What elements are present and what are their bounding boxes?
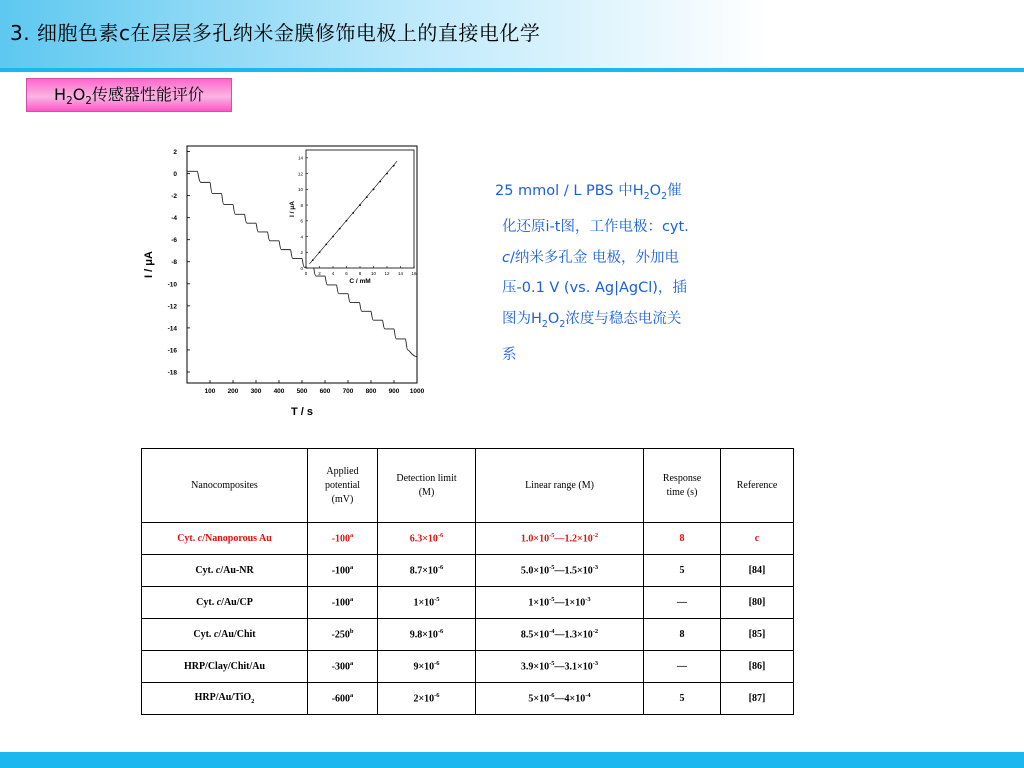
det-e: -6 (437, 628, 444, 636)
cell-reference: c (721, 523, 794, 555)
cell-linear-range (476, 555, 644, 587)
caption-line-6: 系 (502, 347, 517, 364)
cell-reference: [84] (721, 555, 794, 587)
y-tick-label: -12 (167, 303, 177, 311)
inset-x-tick-label: 16 (411, 271, 417, 276)
pot: -100 (331, 533, 351, 545)
inset-x-tick-label: 4 (331, 271, 335, 276)
lin-e2: -2 (592, 532, 599, 540)
header-applied-2: potential (325, 479, 360, 491)
cell-potential (308, 523, 378, 555)
table-row (142, 619, 794, 651)
table-header-row (142, 449, 794, 523)
cell-linear-range (476, 651, 644, 683)
lin-e2: -3 (592, 564, 599, 572)
x-tick-label: 500 (296, 388, 308, 395)
pot: -600 (331, 693, 351, 705)
name-a: Cyt. (196, 597, 217, 608)
inset-y-tick-label: 2 (300, 250, 303, 256)
badge-o: O (72, 85, 86, 104)
inset-data-point (359, 204, 361, 206)
pot: -100 (331, 565, 351, 577)
x-tick-label: 800 (365, 388, 377, 395)
cell-potential (308, 555, 378, 587)
lin-e1: -6 (549, 692, 555, 700)
inset-data-point (373, 188, 375, 190)
header-resp-2: time (s) (666, 486, 698, 498)
header-applied-3: (mV) (331, 493, 354, 505)
table-row (142, 523, 794, 555)
y-tick-label: -2 (171, 193, 177, 201)
cell-linear-range (476, 619, 644, 651)
header-resp-1: Response (662, 472, 702, 484)
det-a: 9×10 (413, 661, 435, 673)
cell-response-time: 8 (644, 523, 721, 555)
cell-potential (308, 619, 378, 651)
table-row (142, 651, 794, 683)
cell-response-time: 5 (644, 683, 721, 715)
inset-data-point (319, 251, 321, 253)
caption-line-5 (495, 304, 725, 340)
inset-data-point (366, 196, 368, 198)
name-a: HRP/Clay/Chit/Au (183, 661, 266, 672)
header-applied-potential (308, 449, 378, 523)
inset-data-point (393, 165, 395, 167)
badge-h: H (54, 85, 67, 104)
lin-e1: -5 (549, 596, 555, 604)
inset-x-tick-label: 8 (358, 271, 362, 276)
caption-line-1 (495, 176, 725, 212)
inset-data-point (386, 173, 388, 175)
cell-reference: [80] (721, 587, 794, 619)
lin-b: —1.5×10 (554, 565, 593, 577)
cell-potential (308, 683, 378, 715)
y-tick-label: -10 (167, 281, 177, 289)
det-a: 9.8×10 (409, 629, 438, 641)
inset-y-tick-label: 6 (300, 218, 303, 224)
pot-sup: a (350, 660, 354, 668)
y-tick-label: -16 (167, 347, 177, 355)
lin-b: —1×10 (554, 597, 586, 609)
lin-a: 5.0×10 (520, 565, 550, 577)
title-banner (0, 0, 1024, 68)
y-tick-label: -4 (171, 215, 177, 223)
inset-data-point (325, 244, 327, 246)
pot: -250 (331, 629, 350, 641)
header-divider-bar (0, 68, 1024, 72)
cell-response-time: — (644, 587, 721, 619)
header-nanocomposites: Nanocomposites (142, 449, 308, 523)
cell-response-time: — (644, 651, 721, 683)
cell-detection-limit (378, 619, 476, 651)
cell-nanocomposite (142, 587, 308, 619)
pot-sup: b (349, 628, 354, 636)
inset-data-point (312, 259, 314, 261)
det-e: -6 (434, 692, 440, 700)
inset-y-tick-label: 10 (297, 187, 303, 193)
y-tick-label: -18 (167, 369, 177, 377)
inset-x-tick-label: 12 (384, 271, 390, 276)
name-a: HRP/Au/TiO (194, 692, 252, 703)
cell-linear-range (476, 683, 644, 715)
cell-detection-limit (378, 555, 476, 587)
lin-e1: -5 (549, 564, 555, 572)
lin-a: 3.9×10 (520, 661, 550, 673)
cell-nanocomposite (142, 651, 308, 683)
cell-nanocomposite (142, 619, 308, 651)
table-row (142, 555, 794, 587)
cell-response-time: 8 (644, 619, 721, 651)
caption-l1s2: 2 (661, 190, 668, 202)
pot-sup: a (350, 692, 354, 700)
lin-b: —4×10 (554, 693, 586, 705)
pot-sup: a (350, 532, 354, 540)
cell-nanocomposite (142, 523, 308, 555)
lin-e2: -3 (592, 660, 599, 668)
caption-l1c: 催 (667, 183, 682, 199)
caption-l5s2: 2 (559, 318, 566, 330)
lin-b: —1.3×10 (554, 629, 593, 641)
name-b: /Au-NR (220, 565, 254, 576)
x-tick-label: 700 (342, 388, 354, 395)
name-i: c (197, 533, 203, 544)
lin-b: —1.2×10 (554, 533, 593, 545)
det-e: -6 (437, 564, 444, 572)
y-tick-label: 2 (173, 149, 177, 157)
cell-potential (308, 587, 378, 619)
table-row (142, 587, 794, 619)
header-det-2: (M) (418, 486, 435, 498)
det-a: 1×10 (413, 597, 435, 609)
name-b: /Au/CP (221, 597, 253, 608)
header-response-time (644, 449, 721, 523)
footer-bar (0, 752, 1024, 768)
pot: -300 (331, 661, 351, 673)
name-a: Cyt. (193, 629, 214, 640)
x-tick-label: 100 (204, 388, 216, 395)
comparison-table (141, 448, 794, 715)
lin-e2: -2 (592, 628, 599, 636)
header-applied-1: Applied (326, 465, 359, 477)
inset-y-tick-label: 8 (300, 202, 303, 208)
caption-l5b: O (547, 310, 560, 327)
cell-response-time: 5 (644, 555, 721, 587)
name-sub: 2 (251, 698, 255, 705)
x-tick-label: 1000 (409, 388, 425, 395)
header-reference: Reference (721, 449, 794, 523)
inset-x-axis-label: C / mM (349, 278, 371, 285)
section-badge (26, 78, 232, 112)
lin-e2: -4 (585, 692, 591, 700)
caption-l3a: c (502, 249, 510, 266)
cell-reference: [85] (721, 619, 794, 651)
name-i: c (216, 597, 222, 608)
badge-rest: 传感器性能评价 (91, 85, 204, 104)
name-b: /Nanoporous Au (202, 533, 272, 544)
comparison-table-wrap (141, 448, 794, 715)
inset-x-tick-label: 10 (370, 271, 377, 276)
name-a: Cyt. (177, 533, 198, 544)
cell-linear-range (476, 523, 644, 555)
x-axis-label: T / s (290, 406, 314, 418)
lin-e1: -5 (549, 532, 555, 540)
inset-x-tick-label: 14 (397, 271, 404, 276)
badge-sub1: 2 (66, 95, 73, 108)
x-tick-label: 300 (250, 388, 262, 395)
cell-potential (308, 651, 378, 683)
caption-l5s1: 2 (541, 318, 548, 330)
y-axis-label: I / μA (143, 251, 155, 278)
name-i: c (213, 629, 219, 640)
caption-l3b: /纳米多孔金 电极，外加电 (509, 249, 679, 266)
y-tick-label: -14 (167, 325, 177, 333)
x-tick-label: 900 (388, 388, 400, 395)
pot-sup: a (350, 596, 354, 604)
pot-sup: a (350, 564, 354, 572)
it-curve-chart (130, 138, 440, 423)
header-linear-range: Linear range (M) (476, 449, 644, 523)
caption-line-2: 化还原i-t图，工作电极：cyt. (502, 219, 689, 236)
det-e: -6 (434, 660, 440, 668)
header-det-1: Detection limit (396, 472, 457, 484)
caption-l1s1: 2 (643, 190, 650, 202)
cell-linear-range (476, 587, 644, 619)
lin-e1: -4 (549, 628, 555, 636)
inset-y-tick-label: 4 (300, 234, 303, 240)
y-tick-label: -8 (171, 259, 177, 267)
cell-detection-limit (378, 587, 476, 619)
x-tick-label: 600 (319, 388, 331, 395)
inset-x-tick-label: 6 (345, 271, 348, 276)
inset-y-tick-label: 12 (297, 171, 303, 177)
inset-x-tick-label: 2 (318, 271, 321, 276)
cell-detection-limit (378, 683, 476, 715)
lin-e1: -5 (549, 660, 555, 668)
lin-b: —3.1×10 (554, 661, 593, 673)
cell-nanocomposite (142, 555, 308, 587)
y-tick-label: 0 (173, 171, 177, 179)
x-tick-label: 400 (273, 388, 285, 395)
pot: -100 (331, 597, 351, 609)
lin-a: 1.0×10 (520, 533, 550, 545)
table-row (142, 683, 794, 715)
det-e: -5 (434, 596, 440, 604)
inset-data-point (352, 212, 354, 214)
caption-l5a: 图为H (502, 310, 542, 327)
name-i: c (215, 565, 221, 576)
caption-l1a: 25 mmol / L PBS 中H (495, 183, 644, 199)
det-a: 6.3×10 (409, 533, 438, 545)
slide-title: 3. 细胞色素c在层层多孔纳米金膜修饰电极上的直接电化学 (10, 21, 541, 45)
det-a: 2×10 (413, 693, 435, 705)
inset-plot-frame (306, 150, 414, 268)
caption-l1b: O (649, 183, 662, 199)
cell-detection-limit (378, 523, 476, 555)
inset-x-tick-label: 0 (304, 271, 308, 276)
lin-a: 8.5×10 (520, 629, 550, 641)
name-b: /Au/Chit (218, 629, 256, 640)
det-e: -6 (437, 532, 444, 540)
cell-nanocomposite (142, 683, 308, 715)
figure-caption (495, 176, 725, 371)
it-curve-figure (130, 138, 440, 423)
header-detection-limit (378, 449, 476, 523)
lin-a: 5×10 (528, 693, 550, 705)
name-a: Cyt. (195, 565, 216, 576)
cell-detection-limit (378, 651, 476, 683)
caption-line-4: 压-0.1 V (vs. Ag|AgCl)，插 (502, 280, 687, 297)
y-tick-label: -6 (171, 237, 177, 245)
lin-a: 1×10 (528, 597, 550, 609)
inset-data-point (379, 181, 381, 183)
cell-reference: [86] (721, 651, 794, 683)
inset-data-point (332, 236, 334, 238)
cell-reference: [87] (721, 683, 794, 715)
caption-l5c: 浓度与稳态电流关 (565, 310, 682, 327)
x-tick-label: 200 (227, 388, 239, 395)
det-a: 8.7×10 (409, 565, 438, 577)
inset-data-point (339, 228, 341, 230)
lin-e2: -3 (585, 596, 591, 604)
inset-y-tick-label: 0 (300, 265, 303, 271)
inset-data-point (346, 220, 348, 222)
badge-sub2: 2 (85, 95, 92, 108)
caption-line-3 (495, 243, 725, 274)
inset-y-axis-label: I / μA (289, 201, 296, 217)
inset-y-tick-label: 14 (297, 155, 303, 161)
